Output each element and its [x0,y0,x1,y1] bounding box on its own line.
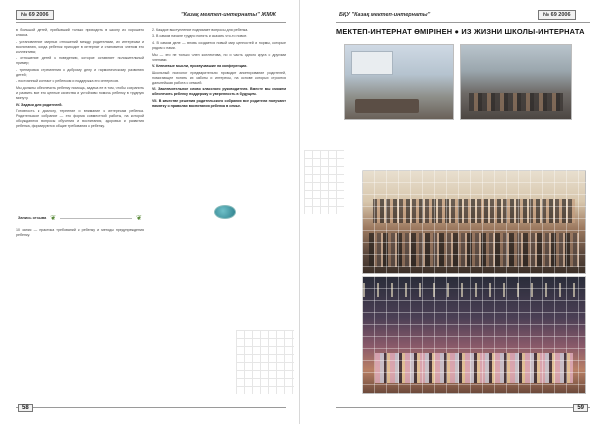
left-issue-number: № 69 2006 [16,10,54,20]
section-title: МЕКТЕП-ИНТЕРНАТ ӨМІРІНЕН ● ИЗ ЖИЗНИ ШКОЛЫ-ИНТЕРНАТА [336,27,585,36]
left-bottom-note [16,228,144,252]
decorative-grid [236,330,294,394]
paragraph: 3. В самом начале трудно понять и сказать что-то новое. [152,34,248,39]
paragraph: в большой детей, прибывший только приходить в школу из хорошего класса. [16,28,144,38]
school-logo-icon [214,205,236,219]
right-footer-rule [336,407,590,408]
left-column-2 [152,28,286,198]
left-footer-rule [16,407,286,408]
left-header-rule [16,22,286,23]
right-page [300,0,600,424]
paragraph: Мы — это не только член коллектива, но и часть одного круга с другими членами. [152,52,286,62]
right-publication-name: БҚУ "Казақ мектеп-интернаты" [339,11,431,18]
paragraph: 4. В самом деле — вновь создается новый мир ценностей и нормы, которые рядом с нами. [152,40,286,51]
section-heading: IV. Задачи для родителей. [16,102,63,107]
left-header-publication [178,8,279,21]
paragraph: - тренировка стремления к доброму делу и гармоническому развитию детей; [16,67,144,77]
leaf-divider [18,211,142,225]
left-page-number: 58 [18,404,33,412]
right-header-rule [336,22,590,23]
divider-line [60,218,132,219]
left-publication-name: "Казақ мектеп-интернаты" ЖМЖ [181,11,277,18]
paragraph: - постоянный контакт с ребенком и поддержка его интересов. [16,79,120,84]
left-header [16,8,54,21]
section-heading: VI. Заключительное слово классного руководителя. Вместе мы сможем обеспечить ребенку поддержку и уверенность в будущем. [152,87,286,97]
paragraph: Готовность к диалогу, терпение и внимание к интересам ребенка. Родительское собрание — это форма совместной работы, на которой обсуждаются вопросы обучения и воспитания, здоровья и развития ребенка, формируются общие требования к ребенку. [16,109,144,129]
right-header-publication [336,8,433,21]
paragraph: Школьный психолог предварительно проводит анкетирование родителей, помогающее понять их заботы и интересы, на основе которых строится дальнейшая работа с семьей. [152,70,286,85]
photo-group-portrait [362,170,586,274]
right-header [538,8,576,21]
leaf-icon: ❦ [136,215,142,222]
right-issue-number: № 69 2006 [538,10,576,20]
review-label: Запись отзыва [18,216,47,220]
paragraph: 2. Каждое выступление поднимает вопросы для ребенка. [152,28,249,32]
paragraph: Мы должны обеспечить ребенку помощь, задача ее в том, чтобы сохранить и развить все его ценные качества и устойчиво помочь ребенку в трудную минуту. [16,85,144,101]
leaf-icon: ❦ [50,215,57,222]
photo-classroom [344,44,454,120]
photo-teachers-meeting [460,44,572,120]
section-heading: VII. В качестве решения родительского собрания все родители получают памятку о правилах воспитания ребенка в семье. [152,98,286,108]
paragraph: 10 запис — практика требований к ребенку и методы предупреждения ребенку. [16,228,144,238]
decorative-grid [304,150,344,214]
paragraph: - отношение детей к поведению, которое оставляет положительный пример; [16,56,144,66]
paragraph: - установление мирных отношений между родителями, их интересам и воспитанию, когда ребенок приходит в интернат и становится членом его коллектива; [16,39,144,54]
photo-stage-performance [362,276,586,394]
section-heading: V. Ключевые мысли, прозвучавшие на конференции. [152,64,248,69]
left-column-1 [16,28,144,208]
right-page-number: 59 [573,404,588,412]
